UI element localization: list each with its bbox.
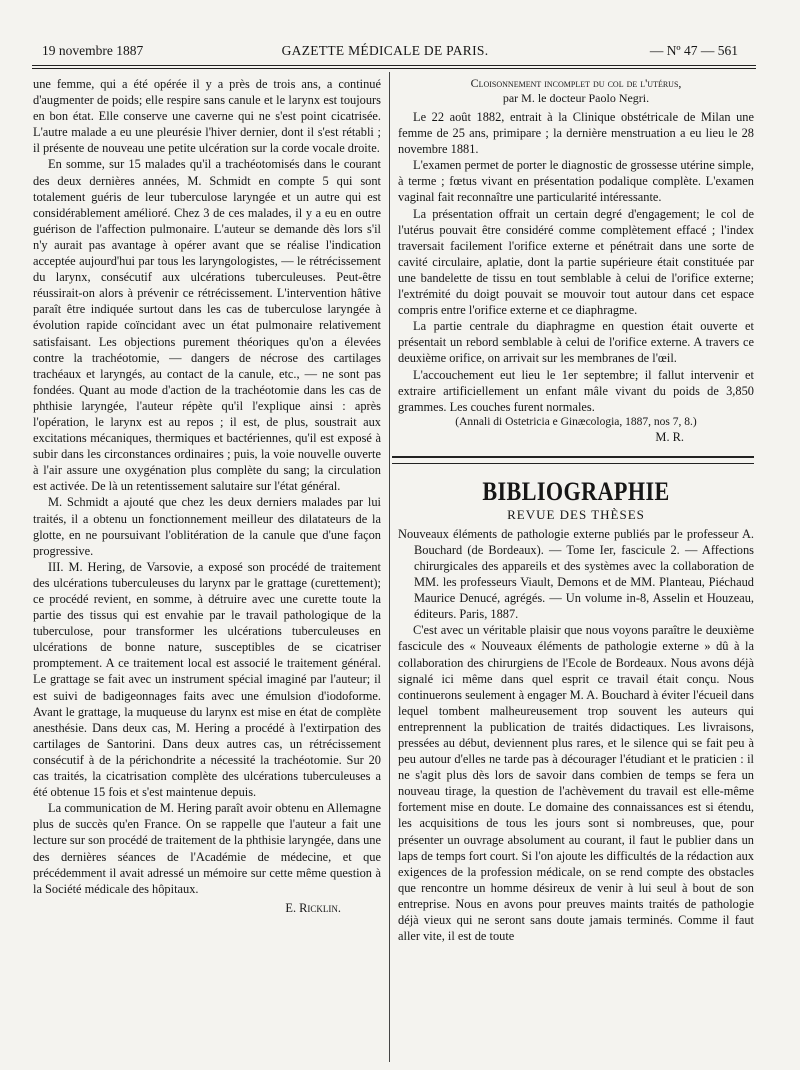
header-date: 19 novembre 1887: [42, 43, 144, 58]
left-column: [33, 76, 381, 916]
paragraph: M. Schmidt a ajouté que chez les deux derniers malades par lui traités, il a obtenu un fonctionnement meilleur des dilatateurs de la glotte, en ne poursuivant l'oblitération de la canule que d'une façon progressive.: [33, 495, 381, 558]
section-heading: BIBLIOGRAPHIE: [482, 476, 670, 506]
article-source: (Annali di Ostetricia e Ginæcologia, 1887, nos 7, 8.): [455, 415, 697, 428]
paragraph: L'examen permet de porter le diagnostic de grossesse utérine simple, à terme ; fœtus vivant en présentation podalique complète. L'examen vaginal fait reconnaître une particularité intéressante.: [398, 158, 754, 205]
paragraph: La communication de M. Hering paraît avoir obtenu en Allemagne plus de succès qu'en France. On se rappelle que l'auteur a fait une lecture sur son procédé de traitement de la phthisie laryngée, dans une des dernières séances de l'Académie de médecine, et que précédemment il avait adressé un mémoire sur cette même question à la Société médicale des hôpitaux.: [33, 801, 381, 896]
paragraph: III. M. Hering, de Varsovie, a exposé son procédé de traitement des ulcérations tuberculeuses du larynx par le grattage (curettement); ce procédé revient, en somme, à détruire avec une curette toute la partie des tissus qui est envahie par le travail pathologique de la tuberculose, pour transformer les ulcérations tuberculeuses en ulcérations de bonne nature, susceptibles de se cicatriser promptement. A ce traitement local est associé le traitement général. Le grattage se fait avec un instrument spécial imaginé par l'auteur; il est suivi de badigeonnages faits avec une émulsion d'iodoforme. Avant le grattage, la muqueuse du larynx est mise en état de complète anesthésie. Dans deux cas, M. Hering a procédé à l'extirpation des cartilages de Santorini. Dans deux autres cas, un rétrécissement consécutif à de la périchondrite a nécessité la trachéotomie. Sur 20 cas traités, la cicatrisation complète des ulcérations tuberculeuses a été obtenue 15 fois et s'est maintenue depuis.: [33, 559, 381, 800]
section-rule: [392, 456, 754, 464]
header-title: GAZETTE MÉDICALE DE PARIS.: [281, 43, 489, 58]
paragraph: L'accouchement eut lieu le 1er septembre; il fallut intervenir et extraire artificiellement un enfant mâle vivant du poids de 3,850 grammes. Les couches furent normales.: [398, 367, 754, 414]
header-page-number: — Nº 47 — 561: [649, 43, 738, 58]
subsection-heading: REVUE DES THÈSES: [507, 506, 645, 522]
paragraph: La présentation offrait un certain degré d'engagement; le col de l'utérus pouvait être considéré comme complètement effacé ; l'index traversait facilement l'orifice externe et pénétrait dans une sorte de cavité circulaire, aplatie, dont la partie supérieure était constituée par une bandelette de tissu en tout semblable à celui de l'orifice externe; l'extrémité du doigt pouvait se mouvoir tout autour dans cet espace compris entre l'orifice externe et ce diaphragme.: [398, 206, 754, 318]
paragraph: une femme, qui a été opérée il y a près de trois ans, a continué d'augmenter de poids; elle respire sans canule et le larynx est toujours en bon état. Elle conserve une caverne qui ne s'est point cicatrisée. L'autre malade a eu une pleurésie l'hiver dernier, dont il s'est rétabli ; il présente de nouveau une petite ulcération sur la corde vocale droite.: [33, 77, 381, 156]
paragraph: En somme, sur 15 malades qu'il a trachéotomisés dans le courant des deux dernières années, M. Schmidt en compte 5 qui sont totalement guéris de leur tuberculose laryngée et un autre qui est considérablement amélioré. Chez 3 de ces malades, il y a eu en outre guérison de l'affection pulmonaire. L'auteur se demande dès lors s'il n'y aurait pas avantage à opérer avant que se réalise l'indication acceptée aujourd'hui par tous les laryngologistes, — le rétrécissement du larynx, consécutif aux ulcérations tuberculeuses. Peut-être réussirait-on alors à prévenir ce rétrécissement. L'intervention hâtive paraît être indiquée surtout dans les cas de tuberculose laryngée à évolution rapide coïncidant avec un état pulmonaire relativement satisfaisant. Les objections purement théoriques qu'on a élevées contre la trachéotomie, — dangers de nécrose des cartilages trachéaux et laryngés, au contact de la canule, etc., — ne sont pas fondées. Quant au mode d'action de la trachéotomie dans les cas de phthisie laryngée, l'auteur répète qu'il l'explique ainsi : après l'opération, le larynx est au repos ; il est, de plus, soustrait aux excitations mécaniques, thermiques et bactériennes, qu'il est exposé à subir dans les circonstances ordinaires ; puis, la voie nouvelle ouverte à l'air assure une oxygénation plus complète du sang; la circulation est activée. De là un retentissement salutaire sur l'état général.: [33, 157, 381, 494]
paragraph: Le 22 août 1882, entrait à la Clinique obstétricale de Milan une femme de 25 ans, primipare ; la dernière menstruation a eu lieu le 28 novembre 1881.: [398, 110, 754, 157]
paragraph: La partie centrale du diaphragme en question était ouverte et présentait un rebord semblable à celui de l'orifice externe. A travers ce deuxième orifice, on arrivait sur les membranes de l'œil.: [398, 319, 754, 366]
article-author: par M. le docteur Paolo Negri.: [502, 91, 650, 105]
paragraph: C'est avec un véritable plaisir que nous voyons paraître le deuxième fascicule des « Nouveaux éléments de pathologie externe » dû à la collaboration des chirurgiens de l'Ecole de Bordeaux. Nous avons déjà signalé ici même dans quel esprit ce travail était conçu. Nous continuerons seulement à engager M. A. Bouchard à éviter l'écueil dans lequel tombent malheureusement trop souvent les auteurs qui entreprennent la publication de traités didactiques. Les livraisons, pressées au début, deviennent plus rares, et le silence qui se fait peu à peu autour d'elles ne tarde pas à décourager l'étudiant et le praticien : il ne s'agit plus dès lors de savoir dans combien de temps se fera un nouveau tirage, la question de l'achèvement du travail est elle-même fortement mise en doute. Le domaine des connaissances est si étendu, les acquisitions de tous les jours sont si nombreuses, que, pour présenter un ouvrage absolument au courant, il faut le publier dans un laps de temps fort court. Si l'on ajoute les difficultés de la rédaction aux exigences de la profession médicale, on se rend compte des obstacles que rencontre un homme désireux de venir à lui seul à bout de son entreprise. Nous en avons pour preuves maints traités de pathologie déjà vieux qui ne seront sans doute jamais terminés. Comme il faut aller vite, il est de toute: [398, 623, 754, 944]
book-reference: Nouveaux éléments de pathologie externe publiés par le professeur A. Bouchard (de Bordeaux). — Tome Ier, fascicule 2. — Affections chirurgicales des appareils et des systèmes avec la collaboration de MM. les professeurs Viault, Demons et de MM. Planteau, Piéchaud Maurice Denucé, agrégés. — Un volume in-8, Asselin et Houzeau, éditeurs. Paris, 1887.: [398, 526, 754, 622]
article-title: Cloisonnement incomplet du col de l'utérus,: [470, 76, 682, 90]
right-column: [398, 76, 754, 944]
article-initials: M. R.: [655, 429, 684, 444]
column-divider: [389, 72, 390, 1062]
author-signature: E. Ricklin.: [285, 900, 341, 915]
page-header: [32, 40, 738, 62]
header-rule: [32, 65, 756, 69]
